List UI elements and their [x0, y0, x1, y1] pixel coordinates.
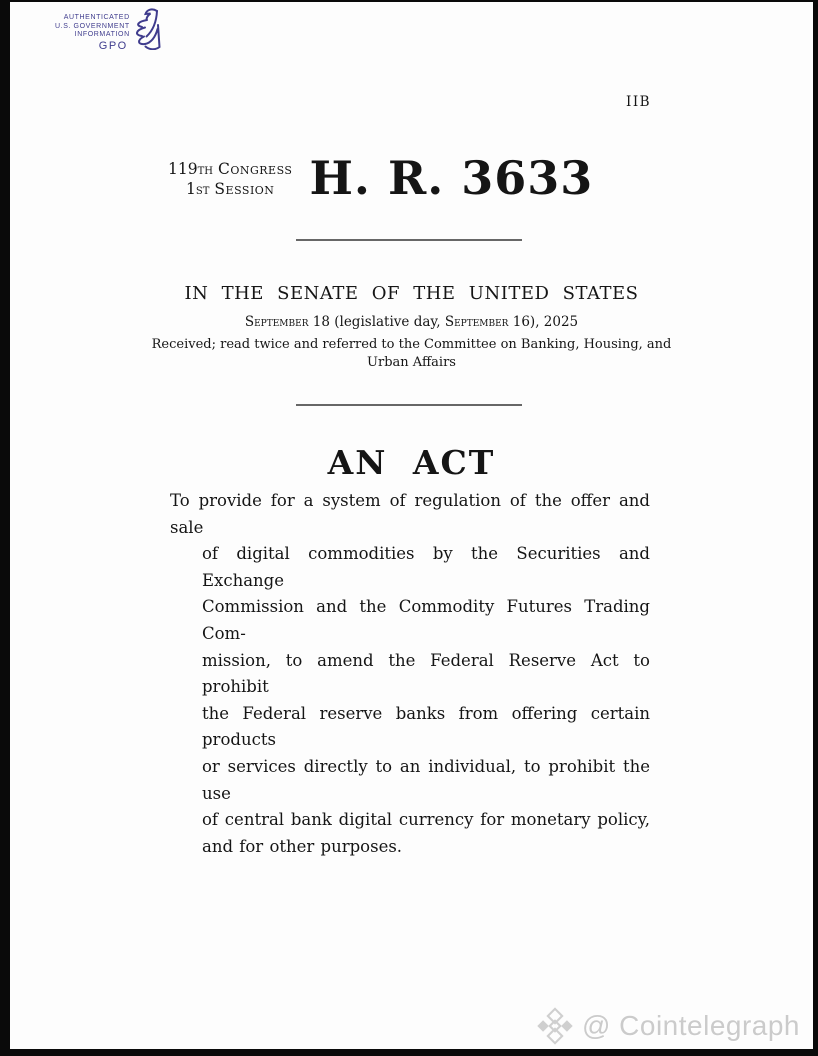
act-long-title [170, 488, 650, 860]
referral-line: Urban Affairs [367, 354, 456, 370]
session-line: 1ST Session [186, 179, 275, 198]
watermark-label: @ Cointelegraph [581, 1010, 800, 1041]
chamber-heading: IN THE SENATE OF THE UNITED STATES [184, 283, 639, 304]
act-title-line: To provide for a system of regulation of the offer and sale [170, 491, 650, 537]
gpo-stamp-line: U.S. GOVERNMENT [55, 22, 130, 30]
gpo-stamp-gpo-label: GPO [98, 39, 128, 52]
bill-number: H. R. 3633 [309, 151, 594, 205]
divider-rule-top [296, 239, 522, 241]
date-line: September 18 (legislative day, September 16), 2025 [244, 314, 579, 330]
referral-line: Received; read twice and referred to the Committee on Banking, Housing, and [151, 337, 672, 352]
divider-rule-bottom [296, 404, 522, 406]
gpo-stamp-line: AUTHENTICATED [63, 14, 130, 21]
bill-page [10, 2, 813, 1049]
congress-line: 119TH Congress [168, 160, 293, 178]
act-heading: AN ACT [327, 443, 496, 482]
gpo-authentication-stamp [55, 8, 164, 50]
congress-session-block [168, 161, 292, 200]
cointelegraph-logo-icon [534, 1005, 576, 1047]
act-title-line: of central bank digital currency for monetary policy, [202, 810, 650, 830]
calendar-corner-mark: IIB [626, 94, 652, 110]
referral-action-text [10, 336, 813, 371]
act-title-line: of digital commodities by the Securities and Exchange [202, 544, 650, 590]
act-title-line: Commission and the Commodity Futures Trading Com- [202, 597, 650, 643]
act-title-line: or services directly to an individual, to prohibit the use [202, 756, 650, 803]
gpo-eagle-icon [124, 8, 164, 50]
act-title-line: mission, to amend the Federal Reserve Act to prohibit [202, 650, 650, 697]
gpo-stamp-line: INFORMATION [74, 31, 130, 38]
gpo-stamp-text [55, 8, 130, 50]
act-title-line: and for other purposes. [202, 836, 403, 856]
cointelegraph-watermark [534, 1005, 800, 1047]
bill-header [168, 151, 594, 205]
act-title-line: the Federal reserve banks from offering certain products [202, 703, 650, 750]
